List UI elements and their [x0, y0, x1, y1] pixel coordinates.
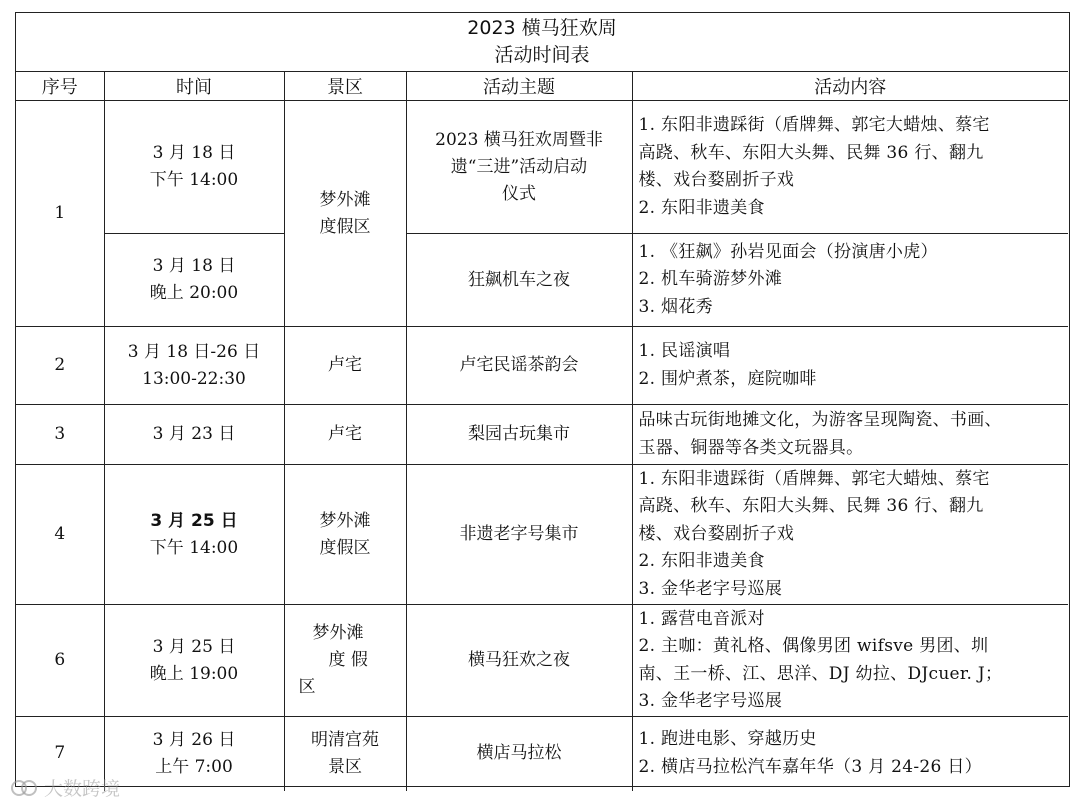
- area-cell: [284, 327, 406, 405]
- content-line: 3. 金华老字号巡展: [638, 691, 783, 711]
- content-line: 南、王一桥、江、思洋、DJ 幼拉、DJcuer. J；: [638, 663, 1003, 684]
- time-cell: [104, 234, 284, 327]
- content-cell: [632, 605, 1068, 717]
- column-header-no: 序号: [16, 72, 104, 101]
- row-number: 3: [16, 405, 104, 465]
- time-cell: [104, 465, 284, 605]
- area-line: 梦外滩: [319, 510, 371, 531]
- area-cell: [284, 717, 406, 791]
- content-line: 品味古玩街地摊文化，为游客呈现陶瓷、书画、: [638, 410, 1002, 430]
- area-line: 梦外滩: [319, 189, 371, 210]
- content-line: 1. 露营电音派对: [638, 608, 765, 629]
- header-row: [16, 72, 1068, 101]
- content-line: 1. 跑进电影、穿越历史: [638, 729, 817, 750]
- content-line: 高跷、秋车、东阳大头舞、民舞 36 行、翻九: [638, 496, 984, 517]
- content-line: 2. 主咖：黄礼格、偶像男团 wifsve 男团、圳: [638, 636, 989, 656]
- area-line: 景区: [328, 756, 362, 777]
- theme-line: 卢宅民谣茶韵会: [459, 355, 579, 375]
- area-cell: [284, 465, 406, 605]
- content-cell: [632, 405, 1068, 465]
- row-number: 6: [16, 605, 104, 717]
- time-hour: 晚上 19:00: [149, 663, 239, 684]
- row-number: 2: [16, 327, 104, 405]
- content-cell: [632, 465, 1068, 605]
- column-header-content: 活动内容: [632, 72, 1068, 101]
- time-hour: 下午 14:00: [149, 537, 239, 558]
- area-line: 梦外滩: [312, 623, 364, 643]
- content-line: 2. 横店马拉松汽车嘉年华（3 月 24-26 日）: [638, 756, 982, 777]
- table-row: [16, 717, 1068, 791]
- time-date: 3 月 18 日: [152, 143, 236, 163]
- area-line: 明清宫苑: [311, 729, 379, 750]
- time-date: 3 月 26 日: [152, 729, 236, 750]
- area-line: 度 假: [328, 650, 368, 670]
- time-cell: [104, 101, 284, 234]
- time-date: 3 月 18 日: [152, 256, 236, 276]
- table-title: [16, 13, 1068, 72]
- row-number: 1: [16, 101, 104, 327]
- content-line: 1. 东阳非遗踩街（盾牌舞、郭宅大蜡烛、蔡宅: [638, 468, 990, 489]
- theme-cell: [406, 234, 632, 327]
- theme-cell: [406, 327, 632, 405]
- content-line: 2. 围炉煮茶，庭院咖啡: [638, 368, 817, 389]
- time-date: 3 月 25 日: [152, 636, 236, 657]
- time-hour: 13:00-22:30: [142, 368, 246, 389]
- content-line: 玉器、铜器等各类文玩器具。: [638, 437, 864, 458]
- time-hour: 下午 14:00: [149, 170, 239, 190]
- theme-cell: [406, 717, 632, 791]
- table-row: [16, 101, 1068, 234]
- row-number: 4: [16, 465, 104, 605]
- time-date: 3 月 25 日: [150, 510, 238, 531]
- theme-line: 梨园古玩集市: [468, 424, 570, 444]
- theme-line: 狂飙机车之夜: [468, 269, 570, 290]
- title-row: [16, 13, 1068, 72]
- theme-line: 非遗老字号集市: [459, 524, 579, 544]
- time-cell: [104, 605, 284, 717]
- content-cell: [632, 717, 1068, 791]
- time-cell: [104, 327, 284, 405]
- column-header-time: 时间: [104, 72, 284, 101]
- table-row: [16, 465, 1068, 605]
- content-cell: [632, 234, 1068, 327]
- content-line: 高跷、秋车、东阳大头舞、民舞 36 行、翻九: [638, 142, 984, 163]
- area-cell: [284, 605, 406, 717]
- content-line: 1. 民谣演唱: [638, 341, 731, 361]
- content-line: 楼、戏台婺剧折子戏: [638, 170, 795, 190]
- content-cell: [632, 101, 1068, 234]
- table-row: [16, 405, 1068, 465]
- table-row: [16, 605, 1068, 717]
- time-cell: [104, 717, 284, 791]
- title-line-1: 2023 横马狂欢周: [467, 17, 617, 39]
- area-line: 度假区: [319, 537, 371, 558]
- area-line: 度假区: [319, 216, 371, 237]
- content-line: 3. 金华老字号巡展: [638, 578, 783, 599]
- column-header-area: 景区: [284, 72, 406, 101]
- theme-cell: [406, 465, 632, 605]
- content-line: 2. 机车骑游梦外滩: [638, 269, 783, 290]
- area-line: 卢宅: [328, 424, 362, 444]
- theme-cell: [406, 405, 632, 465]
- area-line: 区: [298, 677, 316, 697]
- time-cell: [104, 405, 284, 465]
- theme-line: 遗“三进”活动启动: [450, 156, 588, 177]
- content-cell: [632, 327, 1068, 405]
- time-hour: 晚上 20:00: [149, 283, 239, 303]
- content-line: 2. 东阳非遗美食: [638, 197, 765, 218]
- theme-line: 横店马拉松: [476, 743, 562, 764]
- theme-line: 仪式: [502, 183, 536, 204]
- theme-cell: [406, 101, 632, 234]
- content-line: 1. 东阳非遗踩街（盾牌舞、郭宅大蜡烛、蔡宅: [638, 115, 990, 135]
- time-hour: 上午 7:00: [155, 756, 233, 777]
- theme-cell: [406, 605, 632, 717]
- content-line: 楼、戏台婺剧折子戏: [638, 523, 795, 544]
- area-line: 卢宅: [328, 355, 362, 375]
- table-row: [16, 234, 1068, 327]
- table-row: [16, 327, 1068, 405]
- time-date: 3 月 18 日-26 日: [127, 341, 261, 362]
- area-cell: [284, 405, 406, 465]
- column-header-theme: 活动主题: [406, 72, 632, 101]
- content-line: 2. 东阳非遗美食: [638, 551, 765, 572]
- row-number: 7: [16, 717, 104, 791]
- time-date: 3 月 23 日: [152, 424, 236, 444]
- theme-line: 2023 横马狂欢周暨非: [435, 129, 603, 150]
- content-line: 1. 《狂飙》孙岩见面会（扮演唐小虎）: [638, 241, 938, 262]
- schedule-table: [16, 13, 1068, 791]
- content-line: 3. 烟花秀: [638, 296, 713, 317]
- schedule-sheet: [15, 12, 1070, 787]
- title-line-2: 活动时间表: [494, 44, 590, 66]
- watermark-text: 大数跨境: [44, 778, 121, 800]
- theme-line: 横马狂欢之夜: [468, 650, 570, 670]
- area-cell: [284, 101, 406, 327]
